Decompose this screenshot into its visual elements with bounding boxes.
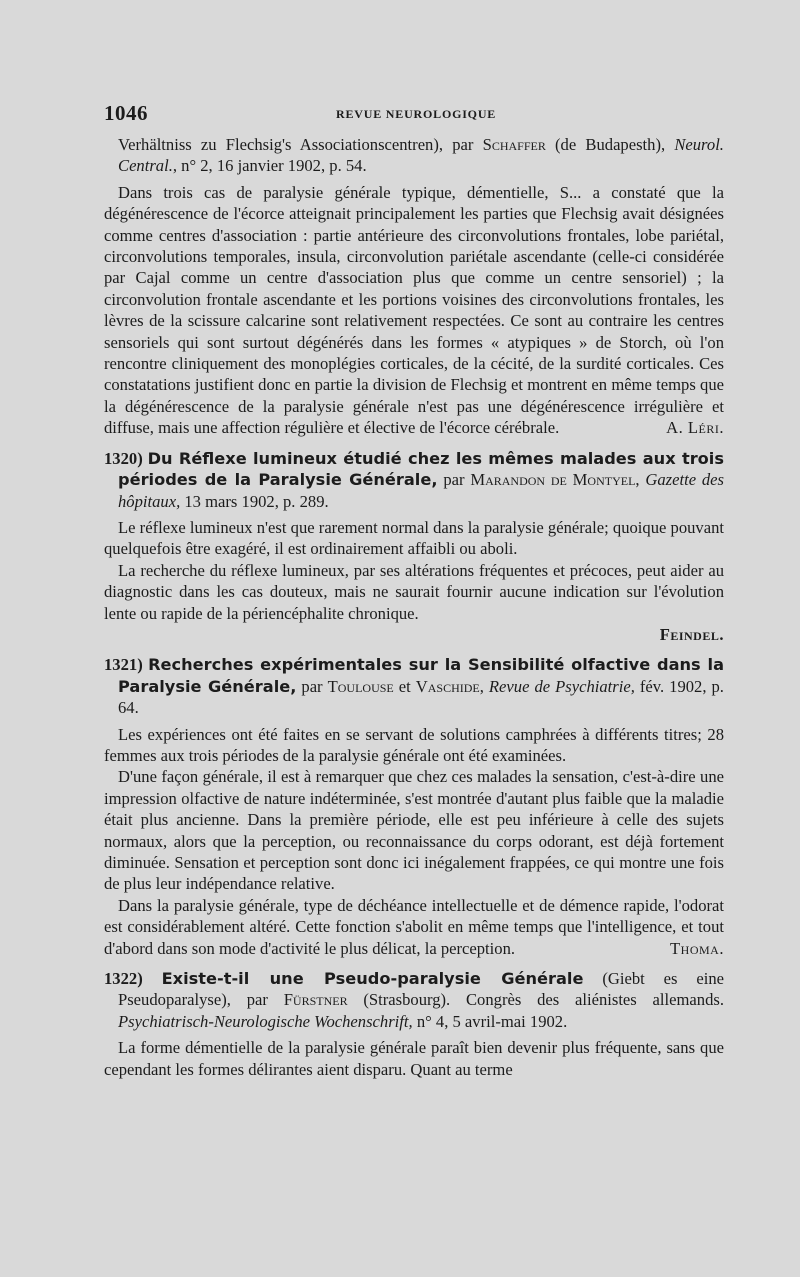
entry-1321-para-2: D'une façon générale, il est à remarquer que chez ces malades la sensation, c'est-à-dire une impression olfactive de nature indéterminée, s'est montrée d'autant plus faible que la maladie était plus ancienne. Dans la première période, elle est peu inférieure à celle des sujets normaux, alors que la perception, ou reconnaissance du corps odorant, est déjà fortement diminuée. Sensation et perception sont donc ici inégalement frappées, ce qui montre une fois de plus leur indépendance relative. (104, 767, 724, 894)
entry-1322-author: Fürstner (283, 990, 348, 1010)
entry-1320-journal: Gazette des hôpitaux, (118, 470, 725, 511)
entry-1321-para-3-text: Dans la paralysie générale, type de déchéance intellectuelle et de démence rapide, l'odorat est considérablement altéré. Cette fonction s'abolit en même temps que l'intelligence, et tout d'abord dans son mode d'activité le plus délicat, la perception. (104, 895, 724, 958)
entry-1322-para-1: La forme démentielle de la paralysie générale paraît bien devenir plus fréquente, sans que cependant les formes délirantes aient disparu. Quant au terme (104, 1038, 724, 1079)
continued-place: (de Budapesth), (555, 135, 666, 154)
entry-1322-ref: n° 4, 5 avril-mai 1902. (416, 1011, 568, 1031)
entry-1322-journal: Psychiatrisch-Neurologische Wochenschrift, (118, 1011, 413, 1031)
entry-1322-heading (104, 968, 724, 1032)
entry-1321-number: 1321) (104, 655, 143, 675)
entry-1321-title: Recherches expérimentales sur la Sensibilité olfactive dans la Paralysie Générale, (118, 655, 724, 696)
signature-leri: A. Léri. (666, 418, 724, 438)
journal-title: REVUE NEUROLOGIQUE (336, 107, 497, 121)
entry-1321-journal: Revue de Psychiatrie, (488, 676, 635, 696)
entry-1321-author-2: Vaschide, (415, 676, 484, 696)
entry-1322-subtitle: (Giebt es eine Pseudoparalyse), par (118, 969, 724, 1010)
entry-1321-et: et (398, 676, 411, 696)
entry-1321-par: par (301, 676, 323, 696)
entry-1320-author: Marandon de Montyel, (470, 470, 640, 490)
entry-1320-para-1: Le réflexe lumineux n'est que rarement normal dans la paralysie générale; quoique pouvant quelquefois être exagéré, il est ordinairement affaibli ou aboli. (104, 517, 724, 559)
entry-1320-title: Du Réflexe lumineux étudié chez les mêmes malades aux trois périodes de la Paralysie Générale, (118, 448, 724, 490)
abstract-1319-text: Dans trois cas de paralysie générale typique, démentielle, S... a constaté que la dégénérescence de l'écorce atteignait principalement les parties que Flechsig avait désignées comme centres d'association : partie antérieure des circonvolutions frontales, lobe pariétal, circonvolutions temporales, insula, circonvolution pariétale ascendante (celle-ci considérée par Cajal comme un centre d'association plus que comme un centre sensoriel) ; la circonvolution frontale ascendante et les portions voisines des circonvolutions frontales, les lèvres de la scissure calcarine sont relativement respectées. Ce sont au contraire les centres sensoriels qui sont surtout dégénérés dans les formes « atypiques » de Storch, où l'on rencontre cliniquement des monoplégies corticales, de la cécité, de la surdité corticales. Ces constatations justifient donc en partie la division de Flechsig et montrent en même temps que la dégénérescence de la paralysie générale n'est pas une dégénérescence irrégulière et diffuse, mais une affection régulière et élective de l'écorce cérébrale. (104, 182, 724, 438)
entry-1321-author-1: Toulouse (327, 676, 394, 696)
signature-thoma: Thoma. (670, 938, 724, 958)
continued-author: Schaffer (482, 135, 546, 154)
continued-reference (104, 134, 724, 177)
entry-1321-heading (104, 654, 724, 718)
signature-feindel: Feindel. (659, 624, 724, 644)
entry-1321-para-3 (104, 895, 724, 959)
entry-1320-ref: 13 mars 1902, p. 289. (184, 491, 329, 511)
entry-1322-title: Existe-t-il une Pseudo-paralysie Générale (161, 969, 584, 989)
entry-1320-heading (104, 448, 724, 512)
continued-journal: Neurol. Central. (118, 135, 724, 176)
entry-1321-ref: fév. 1902, p. 64. (118, 676, 724, 718)
entry-1320-para-2: La recherche du réflexe lumineux, par ses altérations fréquentes et précoces, peut aider au diagnostic dans les cas douteux, mais ne saurait fournir aucune indication sur l'évolution lente ou rapide de la périencéphalite chronique. (104, 560, 724, 623)
continued-ref: , n° 2, 16 janvier 1902, p. 54. (172, 156, 367, 176)
entry-1321-para-1: Les expériences ont été faites en se servant de solutions camphrées à différents titres; 28 femmes aux trois périodes de la paralysie générale ont été examinées. (104, 724, 724, 765)
entry-1322-number: 1322) (104, 969, 143, 989)
abstract-1319 (104, 182, 724, 439)
entry-1320-number: 1320) (104, 448, 143, 468)
article-body (104, 134, 724, 1080)
continued-title: Verhältniss zu Flechsig's Associationscentren), par (118, 135, 474, 154)
entry-1322-place: (Strasbourg). Congrès des aliénistes allemands. (363, 990, 724, 1010)
page-number: 1046 (104, 101, 148, 125)
entry-1320-par: par (443, 470, 465, 490)
running-header (104, 101, 724, 125)
